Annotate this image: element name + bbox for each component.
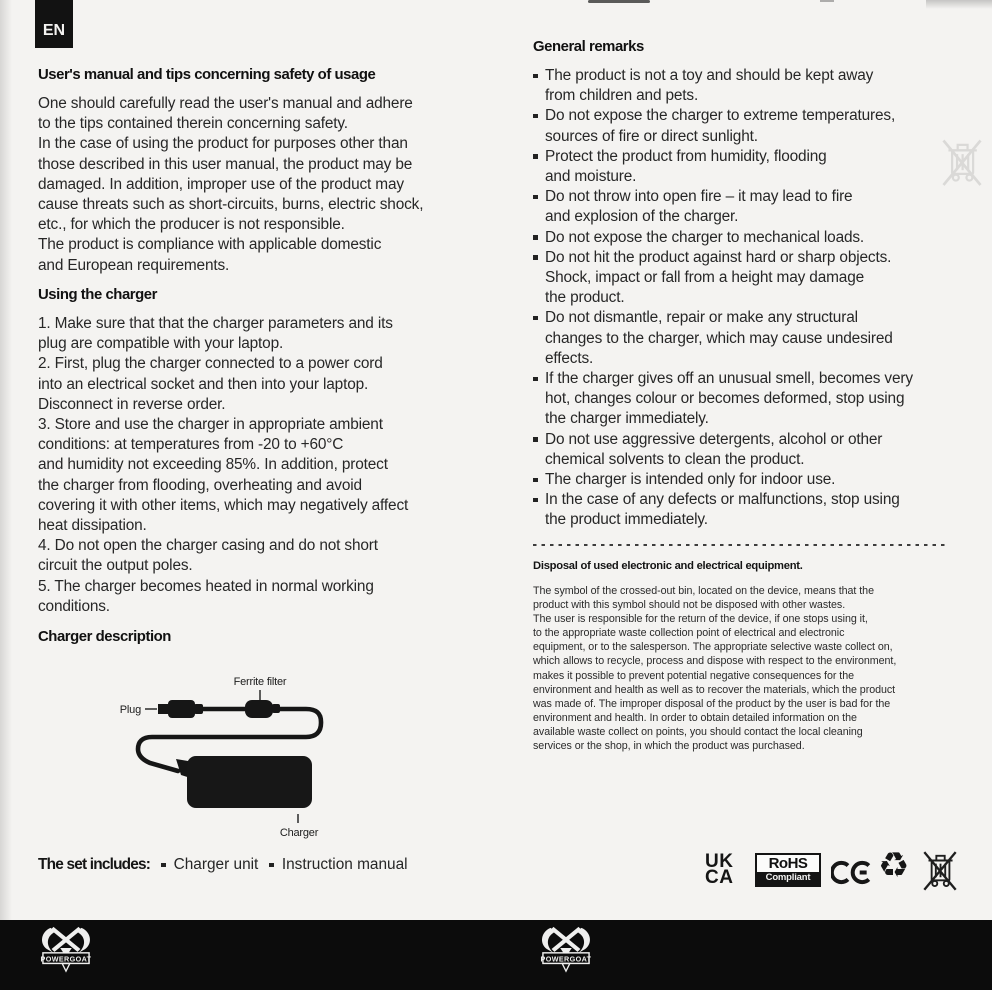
text-line: Do not use aggressive detergents, alcohol or other bbox=[545, 430, 883, 448]
text-line: Do not expose the charger to extreme temperatures, bbox=[545, 107, 896, 125]
text-line: chemical solvents to clean the product. bbox=[545, 450, 805, 468]
powergoat-logo-icon bbox=[537, 924, 595, 974]
text-line: and moisture. bbox=[545, 168, 637, 186]
scan-edge-shadow bbox=[0, 0, 12, 990]
ferrite-filter bbox=[245, 700, 273, 718]
text-line: covering it with other items, which may negatively affect bbox=[38, 496, 409, 514]
text-line: was made of. The improper disposal of the product by the user is bad for the bbox=[533, 697, 891, 710]
general-remarks-list bbox=[532, 66, 962, 531]
square-bullet-icon bbox=[533, 478, 538, 483]
text-line: the charger immediately. bbox=[545, 410, 709, 428]
text-line: to the appropriate waste collection point of electrical and electronic bbox=[533, 627, 845, 640]
text-line: The symbol of the crossed-out bin, located on the device, means that the bbox=[533, 585, 874, 597]
language-badge bbox=[35, 0, 73, 48]
scan-artifact bbox=[588, 0, 650, 3]
square-bullet-icon bbox=[533, 255, 538, 260]
heading-using-charger: Using the charger bbox=[38, 287, 157, 303]
rohs-compliant-label: Compliant bbox=[757, 872, 819, 885]
text-line: etc., for which the producer is not responsible. bbox=[38, 216, 345, 234]
square-bullet-icon bbox=[533, 437, 538, 442]
text-line: hot, changes colour or becomes deformed, stop using bbox=[545, 390, 905, 408]
list-item bbox=[532, 66, 962, 106]
rohs-badge bbox=[755, 853, 821, 887]
goat-beard bbox=[62, 963, 70, 971]
text-line: to the tips contained therein concerning safety. bbox=[38, 115, 348, 133]
text-line: The charger is intended only for indoor use. bbox=[545, 471, 836, 489]
text-line: Protect the product from humidity, flooding bbox=[545, 147, 827, 165]
list-item bbox=[532, 248, 962, 309]
list-item bbox=[532, 106, 962, 146]
text-line: If the charger gives off an unusual smell, becomes very bbox=[545, 370, 913, 388]
square-bullet-icon bbox=[533, 114, 538, 119]
text-line: Do not expose the charger to mechanical loads. bbox=[545, 228, 865, 246]
text-line: In the case of any defects or malfunctions, stop using bbox=[545, 491, 900, 509]
scan-artifact bbox=[926, 0, 992, 9]
text-line: damaged. In addition, improper use of the product may bbox=[38, 175, 404, 193]
charger-brick bbox=[187, 756, 312, 808]
heading-disposal: Disposal of used electronic and electrical equipment. bbox=[533, 560, 803, 572]
charger-label: Charger bbox=[279, 827, 319, 839]
cable-molding bbox=[194, 704, 203, 714]
text-line: 4. Do not open the charger casing and do not short bbox=[38, 537, 378, 555]
set-includes-items bbox=[150, 856, 407, 873]
ce-mark-icon bbox=[831, 858, 871, 887]
heading-general-remarks: General remarks bbox=[533, 39, 644, 55]
text-line: the product immediately. bbox=[545, 511, 708, 529]
text-line: The product is not a toy and should be kept away bbox=[545, 67, 874, 84]
scan-artifact bbox=[820, 0, 834, 2]
text-line: from children and pets. bbox=[545, 87, 699, 105]
list-item bbox=[532, 369, 962, 430]
text-line: circuit the output poles. bbox=[38, 557, 193, 575]
text-line: One should carefully read the user's manual and adhere bbox=[38, 95, 413, 112]
text-line: The product is compliance with applicable domestic bbox=[38, 236, 382, 254]
text-line: conditions: at temperatures from -20 to +60°C bbox=[38, 436, 344, 454]
square-bullet-icon bbox=[161, 863, 166, 868]
language-badge-label: EN bbox=[42, 22, 66, 39]
list-item bbox=[532, 228, 962, 248]
text-line: 3. Store and use the charger in appropriate ambient bbox=[38, 416, 383, 434]
text-line: and explosion of the charger. bbox=[545, 208, 739, 226]
text-line: into an electrical socket and then into your laptop. bbox=[38, 375, 369, 393]
square-bullet-icon bbox=[269, 863, 274, 868]
text-line: sources of fire or direct sunlight. bbox=[545, 127, 758, 145]
set-includes-item: Instruction manual bbox=[281, 856, 408, 873]
text-line: In the case of using the product for purposes other than bbox=[38, 135, 408, 153]
set-includes-label: The set includes: bbox=[38, 856, 151, 873]
ukca-bottom: CA bbox=[705, 867, 734, 888]
recycle-icon: ♻ bbox=[878, 846, 910, 885]
list-item bbox=[532, 187, 962, 227]
square-bullet-icon bbox=[533, 498, 538, 503]
dashed-divider bbox=[533, 544, 947, 546]
text-line: product with this symbol should not be disposed with other wastes. bbox=[533, 599, 846, 612]
text-line: plug are compatible with your laptop. bbox=[38, 335, 284, 353]
plug-label: Plug bbox=[119, 704, 141, 716]
text-line: changes to the charger, which may cause undesired bbox=[545, 329, 893, 347]
heading-usage: User's manual and tips concerning safety of usage bbox=[38, 67, 376, 83]
text-line: Shock, impact or fall from a height may damage bbox=[545, 269, 865, 287]
text-line: the product. bbox=[545, 289, 625, 307]
goat-beard bbox=[562, 963, 570, 971]
usage-paragraph bbox=[38, 94, 423, 276]
list-item bbox=[532, 430, 962, 470]
square-bullet-icon bbox=[533, 377, 538, 382]
square-bullet-icon bbox=[533, 235, 538, 240]
square-bullet-icon bbox=[533, 195, 538, 200]
text-line: Disconnect in reverse order. bbox=[38, 395, 226, 413]
heading-charger-description: Charger description bbox=[38, 629, 171, 645]
set-includes-line bbox=[38, 856, 408, 874]
text-line: environment and health as well as to recover the materials, which the product bbox=[533, 683, 896, 696]
square-bullet-icon bbox=[533, 316, 538, 321]
powergoat-logo-icon bbox=[37, 924, 95, 974]
ferrite-filter-label: Ferrite filter bbox=[233, 676, 287, 688]
text-line: 2. First, plug the charger connected to a power cord bbox=[38, 355, 383, 373]
square-bullet-icon bbox=[533, 74, 538, 79]
plug-tip bbox=[158, 704, 169, 714]
text-line: 5. The charger becomes heated in normal working bbox=[38, 577, 374, 595]
set-includes-item: Charger unit bbox=[173, 856, 259, 873]
ukca-mark bbox=[705, 851, 734, 888]
text-line: Do not throw into open fire – it may lead to fire bbox=[545, 188, 853, 206]
text-line: cause threats such as short-circuits, burns, electric shock, bbox=[38, 196, 424, 214]
list-item bbox=[532, 147, 962, 187]
text-line: makes it possible to prevent potential negative consequences for the bbox=[533, 669, 854, 682]
ukca-top: UK bbox=[705, 851, 734, 872]
text-line: effects. bbox=[545, 349, 594, 367]
text-line: Do not dismantle, repair or make any structural bbox=[545, 309, 858, 327]
text-line: The user is responsible for the return of the device, if one stops using it, bbox=[533, 613, 868, 626]
plug-body bbox=[168, 700, 195, 718]
text-line: the charger from flooding, overheating and avoid bbox=[38, 476, 362, 494]
text-line: equipment, or to the salesperson. The appropriate selective waste collect on, bbox=[533, 641, 893, 654]
weee-bin-icon-faint bbox=[941, 136, 983, 192]
charger-diagram bbox=[38, 656, 468, 848]
using-charger-paragraph bbox=[38, 314, 408, 617]
text-line: services or the shop, in which the product was purchased. bbox=[533, 740, 805, 753]
disposal-paragraph bbox=[533, 584, 896, 753]
rohs-label: RoHS bbox=[768, 855, 808, 872]
footer-bar bbox=[0, 920, 992, 990]
text-line: Do not hit the product against hard or sharp objects. bbox=[545, 248, 892, 266]
cable-molding bbox=[272, 704, 280, 713]
text-line: heat dissipation. bbox=[38, 517, 147, 535]
text-line: and humidity not exceeding 85%. In addition, protect bbox=[38, 456, 388, 474]
text-line: environment and health. In order to obtain detailed information on the bbox=[533, 711, 857, 724]
text-line: available waste collect on points, you should contact the local cleaning bbox=[533, 725, 863, 738]
text-line: 1. Make sure that that the charger parameters and its bbox=[38, 315, 393, 332]
text-line: and European requirements. bbox=[38, 256, 230, 274]
text-line: those described in this user manual, the product may be bbox=[38, 155, 413, 173]
list-item bbox=[532, 470, 962, 490]
text-line: conditions. bbox=[38, 597, 110, 615]
square-bullet-icon bbox=[533, 154, 538, 159]
list-item bbox=[532, 490, 962, 530]
powergoat-wordmark: POWERGOAT bbox=[540, 954, 592, 964]
text-line: which allows to recycle, process and dispose with respect to the environment, bbox=[533, 655, 897, 668]
weee-bin-icon bbox=[921, 849, 959, 895]
powergoat-wordmark: POWERGOAT bbox=[40, 954, 92, 964]
list-item bbox=[532, 308, 962, 369]
